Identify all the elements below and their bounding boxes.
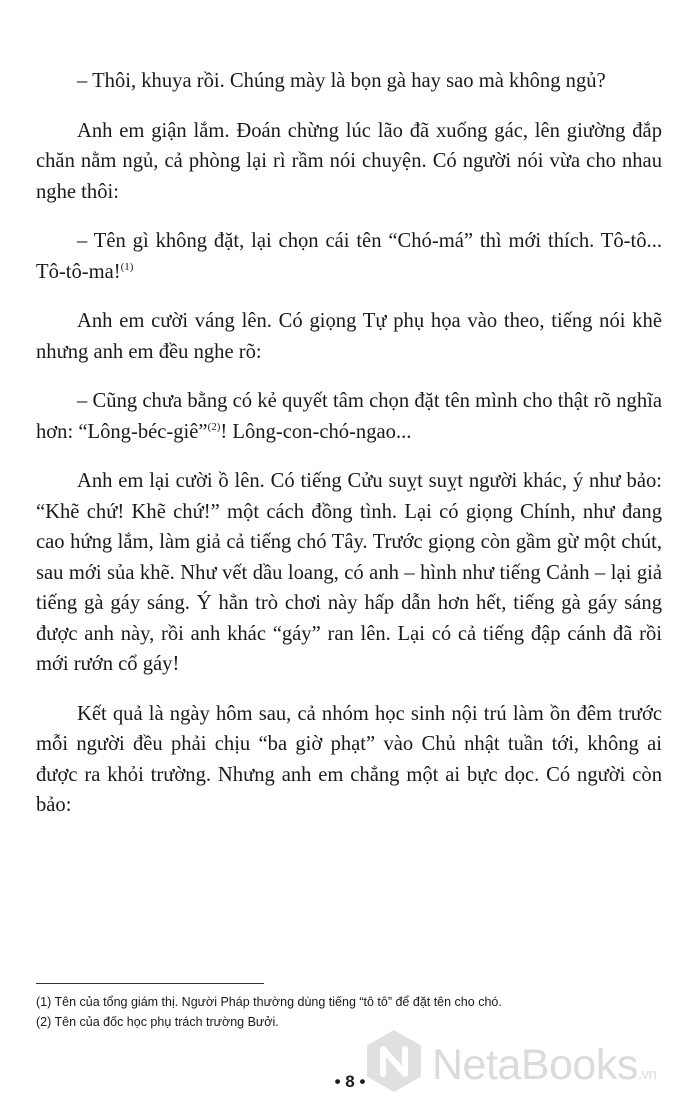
footnote-ref-2: (2) <box>207 420 221 433</box>
paragraph: Anh em giận lắm. Đoán chừng lúc lão đã xuống gác, lên giường đắp chăn nằm ngủ, cả phòng lại rì rầm nói chuyện. Có người nói vừa cho nhau nghe thôi: <box>36 119 662 203</box>
body-text <box>36 66 662 821</box>
paragraph: – Thôi, khuya rồi. Chúng mày là bọn gà hay sao mà không ngủ? <box>77 70 606 92</box>
footnotes <box>36 992 676 1032</box>
paragraph: – Tên gì không đặt, lại chọn cái tên “Chó-má” thì mới thích. Tô-tô... Tô-tô-ma!$^{(1)}$ <box>36 230 662 283</box>
paragraph: – Cũng chưa bằng có kẻ quyết tâm chọn đặt tên mình cho thật rõ nghĩa hơn: “Lông-béc-giê”$^{(2)}$! Lông-con-chó-ngao... <box>36 390 662 443</box>
footnote-ref-1: (1) <box>120 260 134 273</box>
watermark-text: NetaBooks.vn <box>432 1041 657 1089</box>
footnote: (2) Tên của đốc học phụ trách trường Bưởi. <box>36 1015 279 1029</box>
netabooks-n-logo-icon <box>360 1027 428 1095</box>
footnote: (1) Tên của tổng giám thị. Người Pháp thường dùng tiếng “tô tô” để đặt tên cho chó. <box>36 995 502 1009</box>
paragraph: Kết quả là ngày hôm sau, cả nhóm học sinh nội trú làm ồn đêm trước mỗi người đều phải chịu “ba giờ phạt” vào Chủ nhật tuần tới, không ai được ra khỏi trường. Nhưng anh em chẳng một ai bực dọc. Có người còn bảo: <box>36 702 662 816</box>
page-number: • 8 • <box>334 1072 366 1091</box>
paragraph: Anh em cười váng lên. Có giọng Tự phụ họa vào theo, tiếng nói khẽ nhưng anh em đều nghe rõ: <box>36 310 662 363</box>
footnote-divider <box>36 983 264 984</box>
watermark <box>360 1027 695 1099</box>
paragraph: Anh em lại cười ồ lên. Có tiếng Cửu suỵt suỵt người khác, ý như bảo: “Khẽ chứ! Khẽ chứ!” một cách đồng tình. Lại có giọng Chính, như đang cao hứng lắm, làm giả cả tiếng chó Tây. Trước giọng còn gầm gừ một chút, sau mới sủa khẽ. Như vết dầu loang, có anh – hình như tiếng Cảnh – lại giả tiếng gà gáy sáng. Ý hẳn trò chơi này hấp dẫn hơn hết, tiếng gà gáy sáng được anh này, rồi anh khác “gáy” ran lên. Lại có cả tiếng đập cánh đã rồi mới rướn cổ gáy! <box>36 470 662 675</box>
